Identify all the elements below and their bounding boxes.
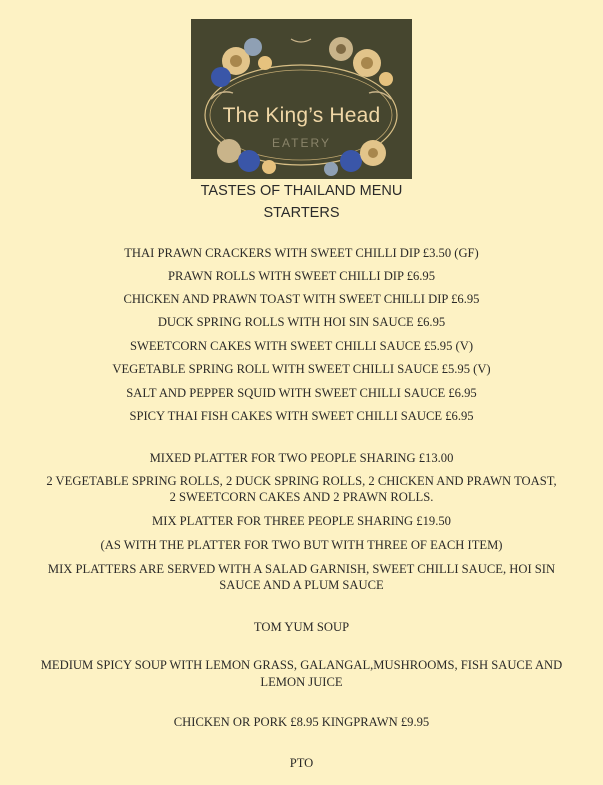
menu-item-line: SPICY THAI FISH CAKES WITH SWEET CHILLI SAUCE £6.95 (129, 409, 474, 423)
menu-item-line: MIXED PLATTER FOR TWO PEOPLE SHARING £13.00 (149, 451, 454, 465)
logo-title: The King’s Head (222, 104, 381, 127)
floral-wreath-icon (191, 19, 412, 179)
menu-item-line: 2 VEGETABLE SPRING ROLLS, 2 DUCK SPRING ROLLS, 2 CHICKEN AND PRAWN TOAST, (46, 474, 557, 488)
menu-item-line: MEDIUM SPICY SOUP WITH LEMON GRASS, GALANGAL,MUSHROOMS, FISH SAUCE AND (40, 658, 563, 672)
menu-item-line: CHICKEN AND PRAWN TOAST WITH SWEET CHILLI DIP £6.95 (123, 292, 480, 306)
menu-item-line: DUCK SPRING ROLLS WITH HOI SIN SAUCE £6.95 (157, 315, 446, 329)
menu-item-line: LEMON JUICE (260, 675, 343, 689)
page-turn-note: PTO (289, 756, 314, 770)
section-heading: STARTERS (263, 205, 340, 221)
menu-item-line: SALT AND PEPPER SQUID WITH SWEET CHILLI SAUCE £6.95 (126, 386, 477, 400)
menu-item-line: MIX PLATTER FOR THREE PEOPLE SHARING £19.50 (152, 514, 451, 528)
menu-item-line: SAUCE AND A PLUM SAUCE (219, 578, 384, 592)
restaurant-logo (191, 19, 412, 179)
menu-item-line: CHICKEN OR PORK £8.95 KINGPRAWN £9.95 (173, 715, 430, 729)
menu-item-line: MIX PLATTERS ARE SERVED WITH A SALAD GARNISH, SWEET CHILLI SAUCE, HOI SIN (47, 562, 556, 576)
menu-item-line: VEGETABLE SPRING ROLL WITH SWEET CHILLI SAUCE £5.95 (V) (112, 362, 491, 376)
menu-item-line: PRAWN ROLLS WITH SWEET CHILLI DIP £6.95 (167, 269, 436, 283)
menu-item-line: 2 SWEETCORN CAKES AND 2 PRAWN ROLLS. (169, 490, 434, 504)
menu-title: TASTES OF THAILAND MENU (200, 183, 403, 199)
menu-item-line: (AS WITH THE PLATTER FOR TWO BUT WITH THREE OF EACH ITEM) (100, 538, 503, 552)
logo-subtitle: EATERY (272, 136, 331, 150)
menu-item-line: THAI PRAWN CRACKERS WITH SWEET CHILLI DIP £3.50 (GF) (124, 246, 479, 260)
menu-item-line: SWEETCORN CAKES WITH SWEET CHILLI SAUCE £5.95 (V) (129, 339, 474, 353)
menu-item-line: TOM YUM SOUP (253, 620, 350, 634)
